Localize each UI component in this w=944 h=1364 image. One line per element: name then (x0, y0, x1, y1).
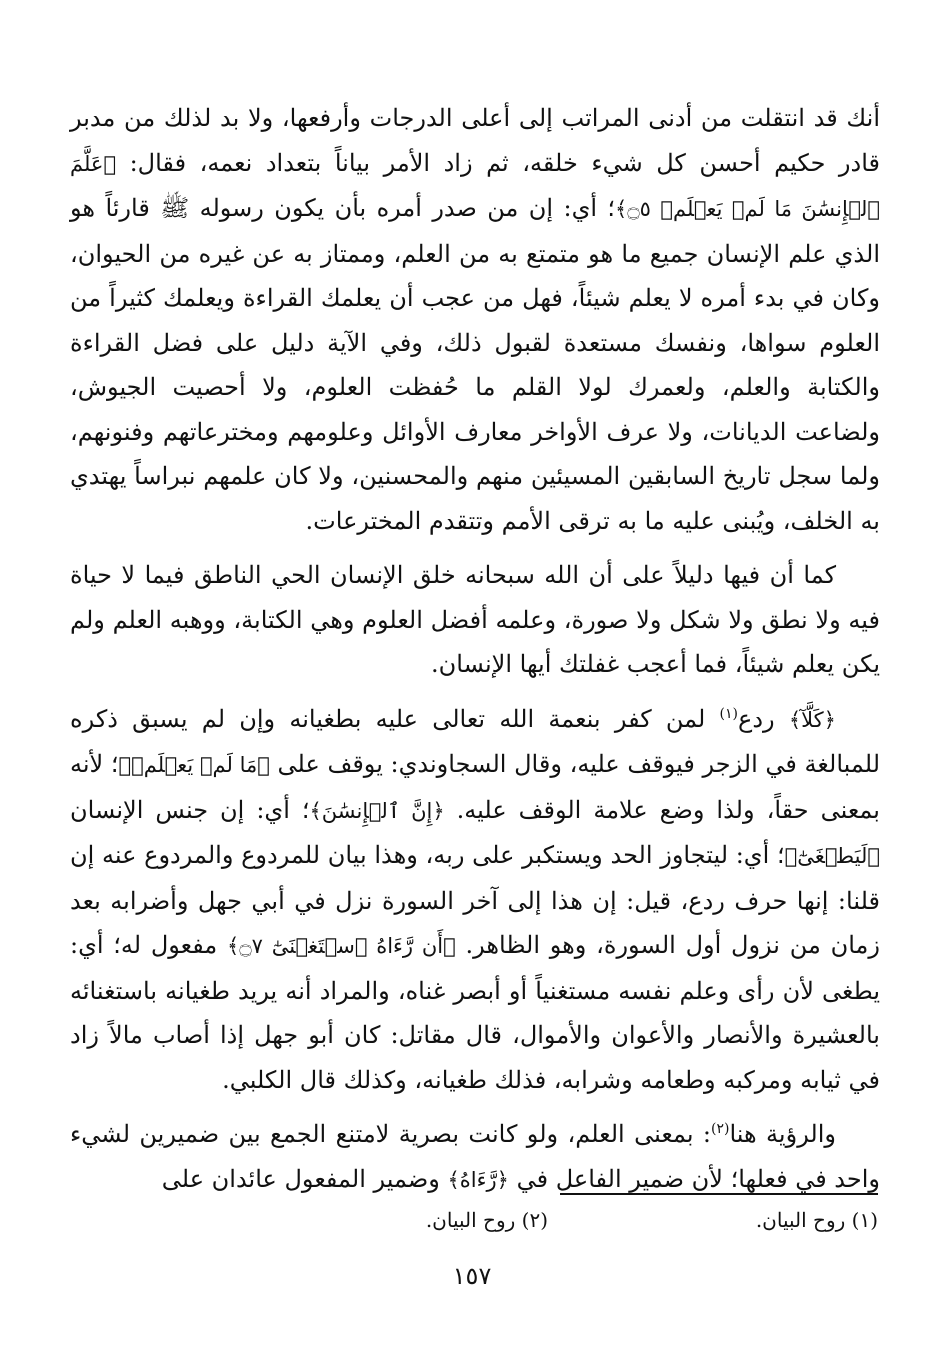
paragraph-3 (70, 697, 880, 1103)
footnote-number: (٢) (521, 1208, 548, 1232)
paragraph-4 (70, 1112, 880, 1202)
footnote-text: روح البيان. (755, 1208, 846, 1232)
footnotes (318, 1208, 878, 1244)
footnote-ref-1: (١) (719, 705, 739, 722)
paragraph-text: أنك قد انتقلت من أدنى المراتب إلى أعلى الدرجات وأرفعها، ولا بد لذلك من مدبر قادر حكيم أحسن كل شيء خلقه، ثم زاد الأمر بياناً بتعداد نعمه، فقال: (70, 104, 880, 177)
footnote-1 (756, 1208, 878, 1232)
page-number: ١٥٧ (452, 1262, 492, 1290)
paragraph-text: كما أن فيها دليلاً على أن الله سبحانه خلق الإنسان الحي الناطق فيما لا حياة فيه ولا نطق ولا شكل ولا صورة، وعلمه أفضل العلوم وهي الكتابة، ووهبه العلم ولم يكن يعلم شيئاً، فما أعجب غفلتك أيها الإنسان. (70, 561, 880, 678)
quran-verse: ﴿كَلَّآ﴾ (788, 707, 836, 732)
paragraph-1 (70, 96, 880, 543)
quran-verse: ﴿مَا لَمۡ يَعۡلَمۡ﴾ (118, 753, 270, 777)
paragraph-text: لمن كفر بنعمة الله تعالى عليه بطغيانه وإن لم يسبق ذكره للمبالغة في الزجر فيوقف عليه، وقال السجاوندي: يوقف على (70, 704, 881, 778)
paragraph-2 (70, 553, 880, 687)
page-body (70, 96, 880, 1212)
paragraph-text: ردع (738, 704, 789, 733)
paragraph-text: مفعول له؛ أي: يطغى لأن رأى وعلم نفسه مستغنياً أو أبصر غناه، والمراد أنه يريد طغيانه باستغنائه بالعشيرة والأنصار والأعوان والأموال، قال مقاتل: كان أبو جهل إذا أصاب مالاً زاد في ثيابه ومركبه وطعامه وشرابه، فذلك طغيانه، وكذلك قال الكلبي. (70, 931, 880, 1094)
paragraph-text: ؛ لأنه بمعنى حقاً، ولذا وضع علامة الوقف عليه. (70, 750, 880, 824)
paragraph-text: ؛ أي: ليتجاوز الحد ويستكبر على ربه، وهذا بيان للمردوع والمردوع عنه إن قلنا: إنها حرف ردع، قيل: إن هذا إلى آخر السورة نزل في أبي جهل وأضرابه بعد زمان من نزول أول السورة، وهو الظاهر. (70, 841, 880, 959)
quran-verse: ﴿إِنَّ ٱلۡإِنسَٰنَ﴾ (309, 798, 445, 823)
paragraph-text: ؛ أي: إن من صدر أمره بأن يكون رسوله ﷺ قارئاً هو الذي علم الإنسان جميع ما هو متمتع به من العلم، وممتاز به عن غيره من الحيوان، وكان في بدء أمره لا يعلم شيئاً، فهل من عجب أن يعلمك القراءة ويعلمك كثيراً من العلوم سواها، ونفسك مستعدة لقبول ذلك، وفي الآية دليل على فضل القراءة والكتابة والعلم، ولعمرك لولا القلم ما حُفظت العلوم، ولا أحصيت الجيوش، ولضاعت الديانات، ولا عرف الأواخر معارف الأوائل وعلومهم ومخترعاتهم وفنونهم، ولما سجل تاريخ السابقين المسيئين منهم والمحسنين، ولا كان علمهم نبراساً يهتدي به الخلف، ويُبنى عليه ما به ترقى الأمم وتتقدم المخترعات. (70, 194, 880, 535)
footnote-divider (560, 1193, 878, 1195)
quran-verse: ﴿لَيَطۡغَىٰٓ﴾ (784, 844, 880, 868)
paragraph-text: وضمير المفعول عائدان على (161, 1164, 448, 1193)
quran-verse: ﴿رَّءَاهُ﴾ (447, 1167, 509, 1192)
quran-verse: ﴿عَلَّمَ ٱلۡإِنسَٰنَ مَا لَمۡ يَعۡلَمۡ ۝٥﴾ (70, 151, 880, 221)
paragraph-text: والرؤية هنا (729, 1120, 837, 1148)
footnote-number: (١) (851, 1208, 878, 1232)
paragraph-text: : بمعنى العلم، ولو كانت بصرية لامتنع الجمع بين ضميرين لشيء واحد في فعلها؛ لأن ضمير الفاعل في (70, 1120, 880, 1193)
footnote-2 (426, 1208, 548, 1232)
quran-verse: ﴿أَن رَّءَاهُ ٱسۡتَغۡنَىٰٓ ۝٧﴾ (227, 934, 456, 958)
paragraph-text: ؛ أي: إن جنس الإنسان (70, 795, 310, 824)
footnote-ref-2: (٢) (710, 1121, 730, 1137)
footnote-text: روح البيان. (425, 1208, 516, 1232)
